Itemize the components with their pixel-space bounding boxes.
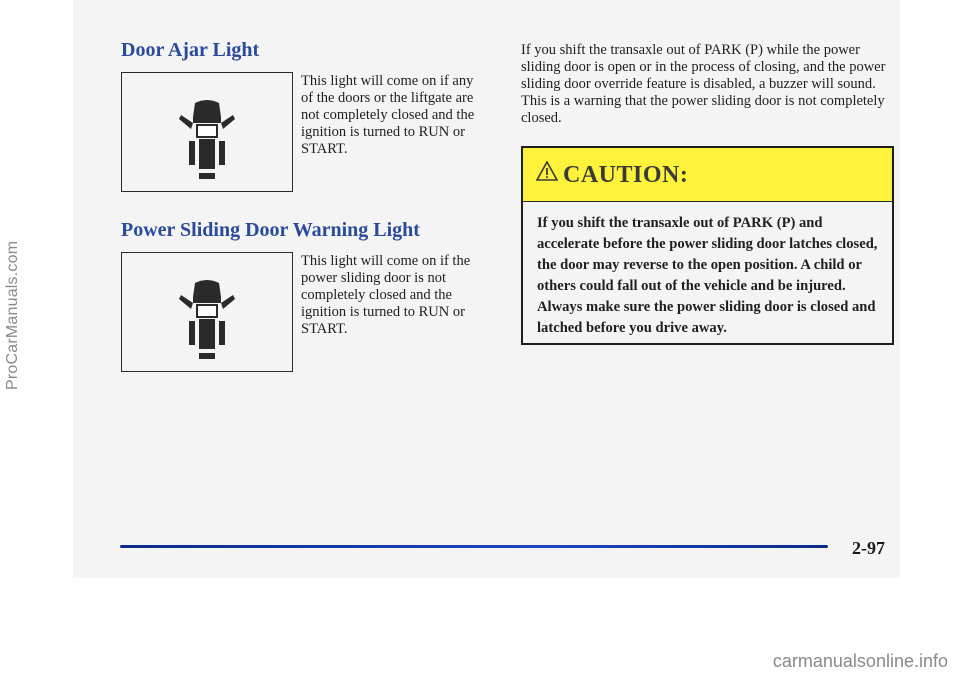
footer-rule xyxy=(120,545,828,548)
page-number: 2-97 xyxy=(852,538,885,558)
caution-label: CAUTION: xyxy=(563,162,689,188)
sliding-door-icon xyxy=(167,275,247,365)
sliding-door-title: Power Sliding Door Warning Light xyxy=(121,219,420,241)
intro-paragraph: If you shift the transaxle out of PARK (P) while the power sliding door is open or in the process of closing, and the power sliding door override feature is disabled, a buzzer will sound. This is a warning that the power sliding door is not completely closed. xyxy=(521,42,886,126)
door-ajar-icon xyxy=(167,95,247,185)
door-ajar-description: This light will come on if any of the doors or the liftgate are not completely closed and the ignition is turned to RUN or START. xyxy=(301,73,475,157)
caution-text: If you shift the transaxle out of PARK (P) and accelerate before the power sliding door latches closed, the door may reverse to the open position. A child or others could fall out of the vehicle and be injured. Always make sure the power sliding door is closed and latched before you drive away. xyxy=(537,215,878,336)
side-watermark: ProCarManuals.com xyxy=(4,240,21,390)
caution-box xyxy=(521,146,894,345)
door-ajar-icon-box xyxy=(121,72,293,192)
bottom-watermark: carmanualsonline.info xyxy=(772,651,948,671)
sliding-door-icon-box xyxy=(121,252,293,372)
door-ajar-title: Door Ajar Light xyxy=(121,39,260,61)
warning-triangle-icon xyxy=(536,161,558,181)
sliding-door-description: This light will come on if the power sliding door is not completely closed and the ignition is turned to RUN or START. xyxy=(301,253,471,337)
caution-header xyxy=(523,148,892,202)
